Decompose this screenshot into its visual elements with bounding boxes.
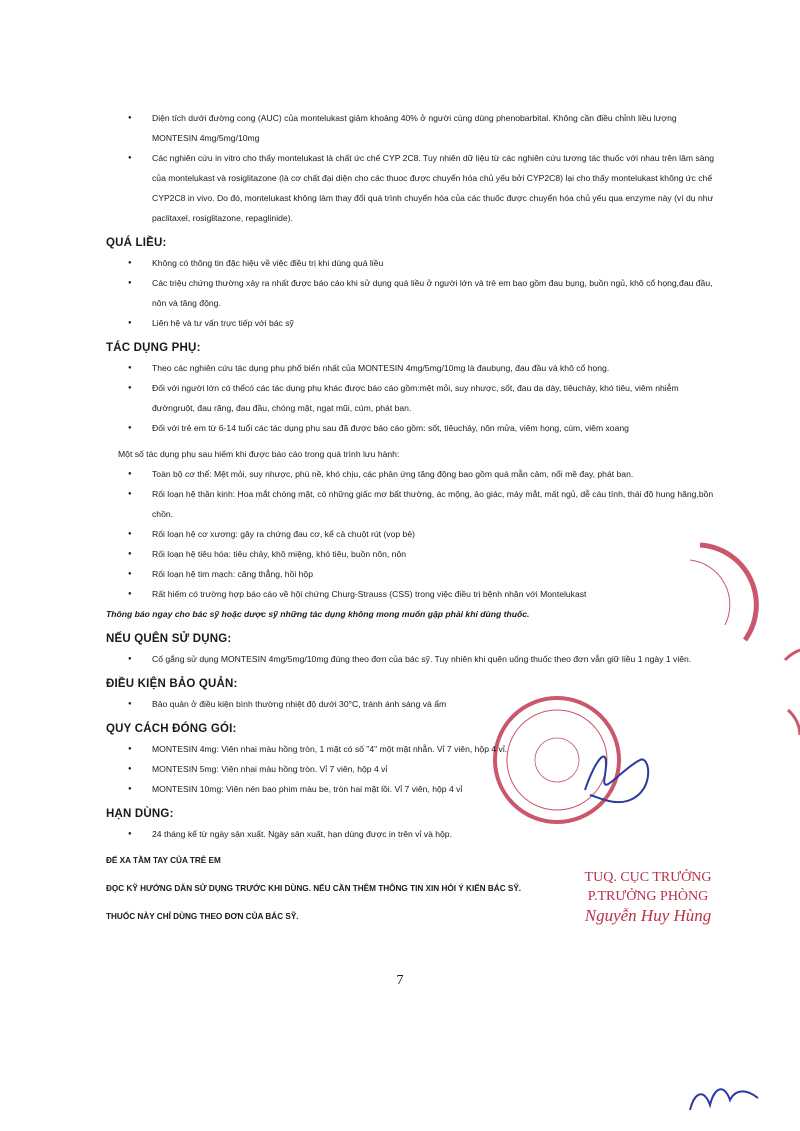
post-marketing-item: ● Rất hiếm có trường hợp báo cáo về hội chứng Churg-Strauss (CSS) trong việc điều trị bệnh nhân với Montelukast xyxy=(106,584,716,604)
side-effect-item: ● Đối với người lớn có thểcó các tác dụng phụ khác được báo cáo gồm:mệt mỏi, suy nhược, sốt, đau dạ dày, tiêuchảy, khó tiêu, viêm nhiễm đườngruột, đau răng, đau đầu, chóng mặt, ngạt mũi, cúm, phát ban. xyxy=(106,378,716,418)
post-marketing-item: ● Rối loạn hệ tiêu hóa: tiêu chảy, khô miệng, khó tiêu, buồn nôn, nôn xyxy=(106,544,716,564)
leaflet-content xyxy=(106,108,716,928)
storage-heading: ĐIỀU KIỆN BẢO QUẢN: xyxy=(106,678,238,690)
overdose-list xyxy=(106,253,716,333)
post-marketing-item: ● Toàn bộ cơ thể: Mệt mỏi, suy nhược, phù nề, khó chịu, các phản ứng tăng động bao gồm quá mẫn cảm, nổi mề đay, phát ban. xyxy=(106,464,716,484)
interaction-item: ● Diện tích dưới đường cong (AUC) của montelukast giảm khoảng 40% ở người cùng dùng phenobarbital. Không cần điều chỉnh liều lượng MONTESIN 4mg/5mg/10mg xyxy=(106,108,716,148)
interactions-section xyxy=(106,108,716,228)
overdose-item: ● Các triệu chứng thường xảy ra nhất được báo cáo khi sử dụng quá liều ở người lớn và trẻ em bao gồm đau bụng, buồn ngủ, khô cổ họng,đau đầu, nôn và tăng động. xyxy=(106,273,716,313)
side-effect-item: ● Theo các nghiên cứu tác dụng phụ phổ biến nhất của MONTESIN 4mg/5mg/10mg là đaubụng, đau đầu và khô cổ họng. xyxy=(106,358,716,378)
footer-note-read-instructions: ĐỌC KỸ HƯỚNG DẪN SỬ DỤNG TRƯỚC KHI DÙNG. NẾU CẦN THÊM THÔNG TIN XIN HỎI Ý KIẾN BÁC SỸ. xyxy=(106,884,522,893)
overdose-heading: QUÁ LIỀU: xyxy=(106,237,167,249)
shelf-life-heading: HẠN DÙNG: xyxy=(106,808,174,820)
stamp-line-2: P.TRƯỞNG PHÒNG xyxy=(587,889,709,904)
stamp-signature-name: Nguyễn Huy Hùng xyxy=(584,906,712,925)
stamp-line-1: TUQ. CỤC TRƯỞNG xyxy=(584,870,712,885)
shelf-life-item: ● 24 tháng kể từ ngày sản xuất. Ngày sản xuất, hạn dùng được in trên vỉ và hộp. xyxy=(106,824,716,844)
post-marketing-item: ● Rối loạn hệ cơ xương: gây ra chứng đau cơ, kể cả chuột rút (vọp bẻ) xyxy=(106,524,716,544)
storage-item: ● Bảo quản ở điều kiện bình thường nhiệt độ dưới 30°C, tránh ánh sáng và ẩm xyxy=(106,694,716,714)
missed-dose-heading: NẾU QUÊN SỬ DỤNG: xyxy=(106,633,232,645)
overdose-item: ● Liên hệ và tư vấn trực tiếp với bác sỹ xyxy=(106,313,716,333)
footer-note-prescription: THUỐC NÀY CHỈ DÙNG THEO ĐƠN CỦA BÁC SỸ. xyxy=(106,912,299,921)
footer-note-children: ĐỂ XA TẦM TAY CỦA TRẺ EM xyxy=(106,856,221,865)
side-effect-item: ● Đối với trẻ em từ 6-14 tuổi các tác dụng phụ sau đã được báo cáo gồm: sốt, tiêuchảy, nôn mửa, viêm họng, cúm, viêm xoang xyxy=(106,418,716,438)
packaging-list xyxy=(106,739,716,799)
post-marketing-intro: Một số tác dụng phụ sau hiếm khi được báo cáo trong quá trình lưu hành: xyxy=(118,449,400,459)
overdose-item: ● Không có thông tin đặc hiệu về việc điều trị khi dùng quá liều xyxy=(106,253,716,273)
missed-dose-item: ● Cố gắng sử dụng MONTESIN 4mg/5mg/10mg đúng theo đơn của bác sỹ. Tuy nhiên khi quên uống thuốc theo đơn vẫn giữ liều 1 ngày 1 viên. xyxy=(106,649,716,669)
side-effects-list xyxy=(106,358,716,624)
packaging-heading: QUY CÁCH ĐÓNG GÓI: xyxy=(106,723,237,735)
initials-scribble xyxy=(690,1089,758,1110)
packaging-item: ● MONTESIN 4mg: Viên nhai màu hồng tròn, 1 mặt có số "4" một mặt nhẵn. Vỉ 7 viên, hộp 4 vỉ. xyxy=(106,739,716,759)
post-marketing-item: ● Rối loạn hệ thần kinh: Hoa mắt chóng mặt, có những giấc mơ bất thường, ác mộng, ảo giác, máy mắt, mất ngủ, dễ cáu tính, thái độ hung hăng,bồn chồn. xyxy=(106,484,716,524)
packaging-item: ● MONTESIN 5mg: Viên nhai màu hồng tròn. Vỉ 7 viên, hộp 4 vỉ xyxy=(106,759,716,779)
post-marketing-item: ● Rối loạn hệ tim mạch: căng thẳng, hồi hộp xyxy=(106,564,716,584)
interaction-item: ● Các nghiên cứu in vitro cho thấy montelukast là chất ức chế CYP 2C8. Tuy nhiên dữ liệu từ các nghiên cứu tương tác thuốc với nhau trên lâm sàng của montelukast và rosiglitazone (là cơ chất đại diện cho các thuoc được chuyển hóa chủ yếu bởi CYP2C8) lại cho thấy montelukast không ức chế CYP2C8 in vivo. Do đó, montelukast không làm thay đổi quá trình chuyển hóa của các thuốc được chuyển hóa chủ yếu qua enzyme này (ví dụ như paclitaxel, rosiglitazone, repaglinide). xyxy=(106,148,716,228)
approval-stamp xyxy=(548,868,748,925)
packaging-item: ● MONTESIN 10mg: Viên nén bao phim màu be, tròn hai mặt lồi. Vỉ 7 viên, hộp 4 vỉ xyxy=(106,779,716,799)
side-effects-warning: Thông báo ngay cho bác sỹ hoặc dược sỹ những tác dụng không mong muốn gặp phải khi dùng thuốc. xyxy=(106,609,530,619)
side-effects-heading: TÁC DỤNG PHỤ: xyxy=(106,342,201,354)
page-number: 7 xyxy=(396,973,404,988)
